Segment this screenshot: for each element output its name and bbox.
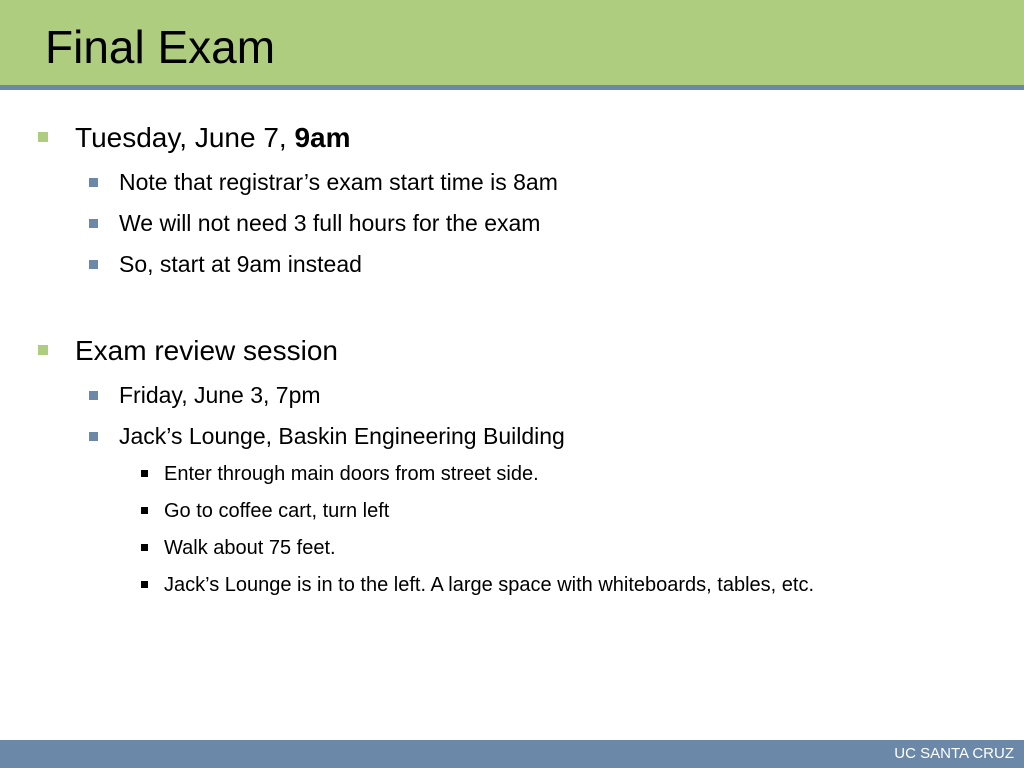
bullet-hours-note <box>119 209 540 237</box>
bullet-text: We will not need 3 full hours for the exam <box>119 210 541 236</box>
bullet-review-date <box>119 381 321 409</box>
bullet-registrar-note <box>119 168 558 196</box>
bullet-text: Jack’s Lounge is in to the left. A large space with whiteboards, tables, etc. <box>164 574 815 596</box>
bullet-start-time <box>119 250 362 278</box>
bullet-text: Walk about 75 feet. <box>164 537 336 559</box>
square-bullet-icon <box>89 260 98 269</box>
bullet-text: Enter through main doors from street side. <box>164 463 539 485</box>
slide-title: Final Exam <box>45 21 276 73</box>
square-bullet-icon <box>141 507 148 514</box>
bullet-text: Tuesday, June 7, <box>75 122 295 153</box>
bullet-text: Go to coffee cart, turn left <box>164 500 390 522</box>
square-bullet-icon <box>38 345 48 355</box>
bullet-text: Jack’s Lounge, Baskin Engineering Building <box>119 423 565 449</box>
footer-label: UC SANTA CRUZ <box>894 745 1014 762</box>
bullet-direction-1 <box>164 462 539 486</box>
square-bullet-icon <box>141 470 148 477</box>
bullet-text: Note that registrar’s exam start time is 8am <box>119 169 558 195</box>
bullet-review-location <box>119 422 565 450</box>
bullet-review-session <box>75 334 338 368</box>
bullet-direction-3 <box>164 536 336 560</box>
square-bullet-icon <box>38 132 48 142</box>
bullet-direction-4 <box>164 573 814 597</box>
bullet-direction-2 <box>164 499 389 523</box>
square-bullet-icon <box>89 219 98 228</box>
bullet-exam-date <box>75 121 351 155</box>
square-bullet-icon <box>141 581 148 588</box>
square-bullet-icon <box>89 432 98 441</box>
square-bullet-icon <box>141 544 148 551</box>
bullet-text: Friday, June 3, 7pm <box>119 382 321 408</box>
square-bullet-icon <box>89 391 98 400</box>
bullet-bold-time: 9am <box>294 122 351 153</box>
bullet-text: So, start at 9am instead <box>119 251 362 277</box>
square-bullet-icon <box>89 178 98 187</box>
bullet-text: Exam review session <box>75 335 338 366</box>
footer-bar <box>0 740 1024 768</box>
